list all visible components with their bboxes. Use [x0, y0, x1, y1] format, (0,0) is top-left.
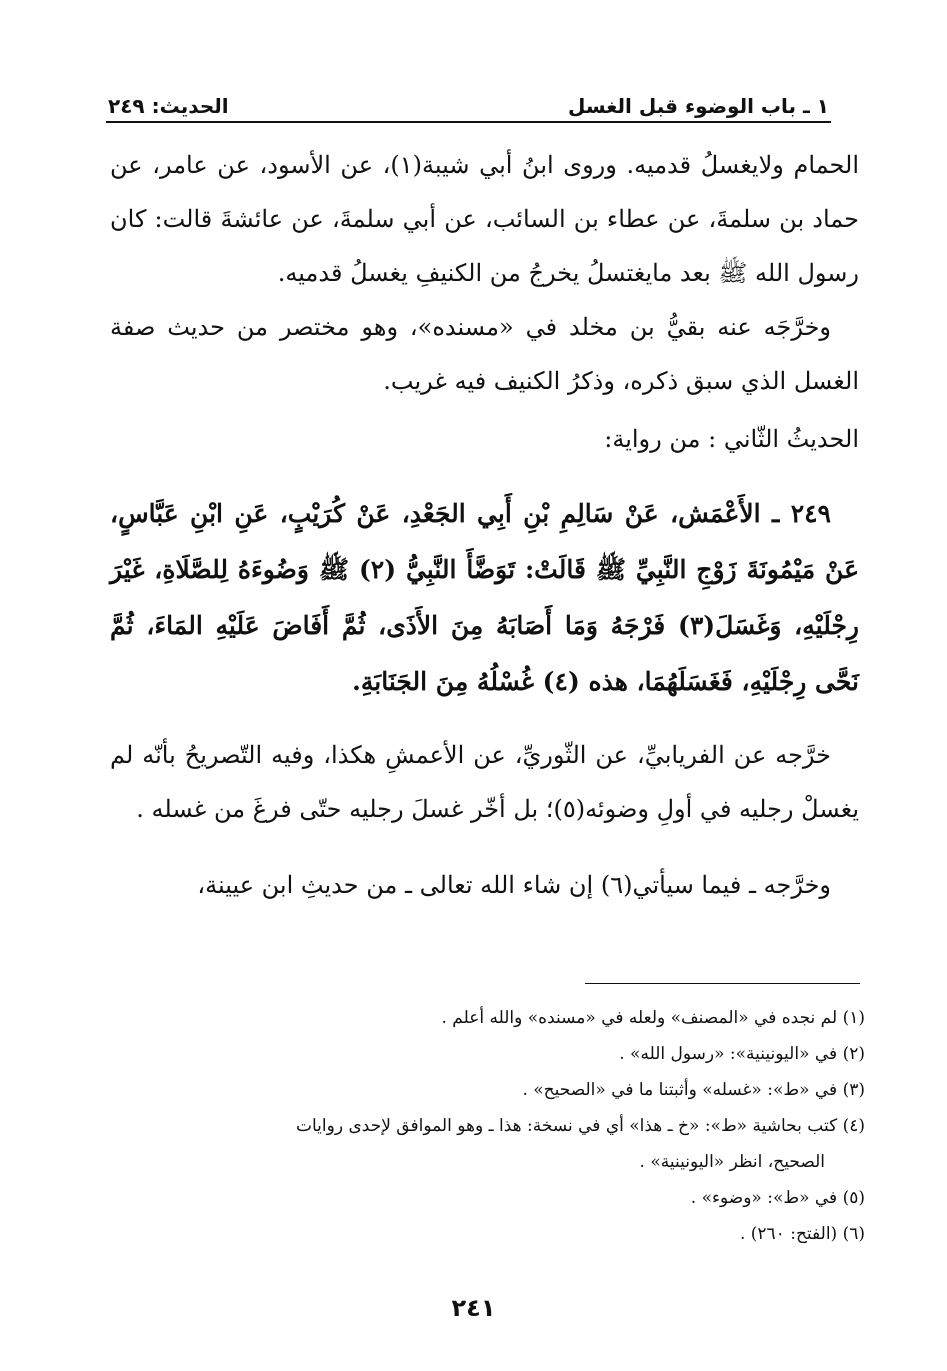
footnote-2: (٢) في «اليونينية»: «رسول الله» .: [619, 1044, 865, 1064]
footnote-6: (٦) (الفتح: ٢٦٠) .: [739, 1224, 865, 1244]
footnote-divider: [585, 983, 860, 984]
chapter-title: ١ ـ باب الوضوء قبل الغسل: [568, 94, 829, 118]
footnote-4-continued: الصحيح، انظر «اليونينية» .: [639, 1152, 825, 1172]
footnote-3: (٣) في «ط»: «غسله» وأثبتنا ما في «الصحيح» .: [522, 1080, 865, 1100]
footnote-5: (٥) في «ط»: «وضوء» .: [690, 1188, 865, 1208]
paragraph-3: خرَّجه عن الفريابيِّ، عن الثّوريِّ، عن الأعمشِ هكذا، وفيه التّصريحُ بأنّه لم يغسلْ رجليه في أولِ وضوئه(٥)؛ بل أخّر غسلَ رجليه حتّى فرغَ من غسله .: [110, 741, 859, 823]
section-heading: الحديثُ الثّاني : من رواية:: [604, 425, 859, 453]
running-header: [108, 84, 829, 118]
header-divider: [106, 121, 831, 123]
main-text: [110, 138, 859, 912]
footnotes: [126, 1000, 865, 1252]
page-number: ٢٤١: [451, 1294, 496, 1322]
hadith-reference: الحديث: ٢٤٩: [108, 94, 229, 118]
paragraph-2: وخرَّجَه عنه بقيُّ بن مخلد في «مسنده»، وهو مختصر من حديث صفة الغسل الذي سبق ذكره، وذكرُ الكنيف فيه غريب.: [110, 313, 859, 395]
paragraph-4: وخرَّجه ـ فيما سيأتي(٦) إن شاء الله تعالى ـ من حديثِ ابن عيينة،: [197, 871, 831, 899]
footnote-1: (١) لم نجده في «المصنف» ولعله في «مسنده» والله أعلم .: [441, 1008, 865, 1028]
hadith-text: ٢٤٩ ـ الأَعْمَش، عَنْ سَالِمِ بْنِ أَبِي الجَعْدِ، عَنْ كُرَيْبٍ، عَنِ ابْنِ عَبَّاسٍ، عَنْ مَيْمُونَةَ زَوْجِ النَّبِيِّ ﷺ قَالَتْ: تَوَضَّأَ النَّبِيُّ (٢) ﷺ وَضُوءَهُ لِلصَّلَاةِ، غَيْرَ رِجْلَيْهِ، وَغَسَلَ(٣) فَرْجَهُ وَمَا أَصَابَهُ مِنَ الأَذَى، ثُمَّ أَفَاضَ عَلَيْهِ المَاءَ، ثُمَّ نَحَّى رِجْلَيْهِ، فَغَسَلَهُمَا، هذه (٤) غُسْلُهُ مِنَ الجَنَابَةِ.: [110, 499, 860, 696]
paragraph-1: الحمام ولايغسلُ قدميه. وروى ابنُ أبي شيبة(١)، عن الأسود، عن عامر، عن حماد بن سلمةَ، عن عطاء بن السائب، عن أبي سلمةَ، عن عائشةَ قالت: كان رسول الله ﷺ بعد مايغتسلُ يخرجُ من الكنيفِ يغسلُ قدميه.: [110, 151, 859, 287]
footnote-4: (٤) كتب بحاشية «ط»: «خ ـ هذا» أي في نسخة: هذا ـ وهو الموافق لإحدى روايات: [296, 1116, 865, 1136]
